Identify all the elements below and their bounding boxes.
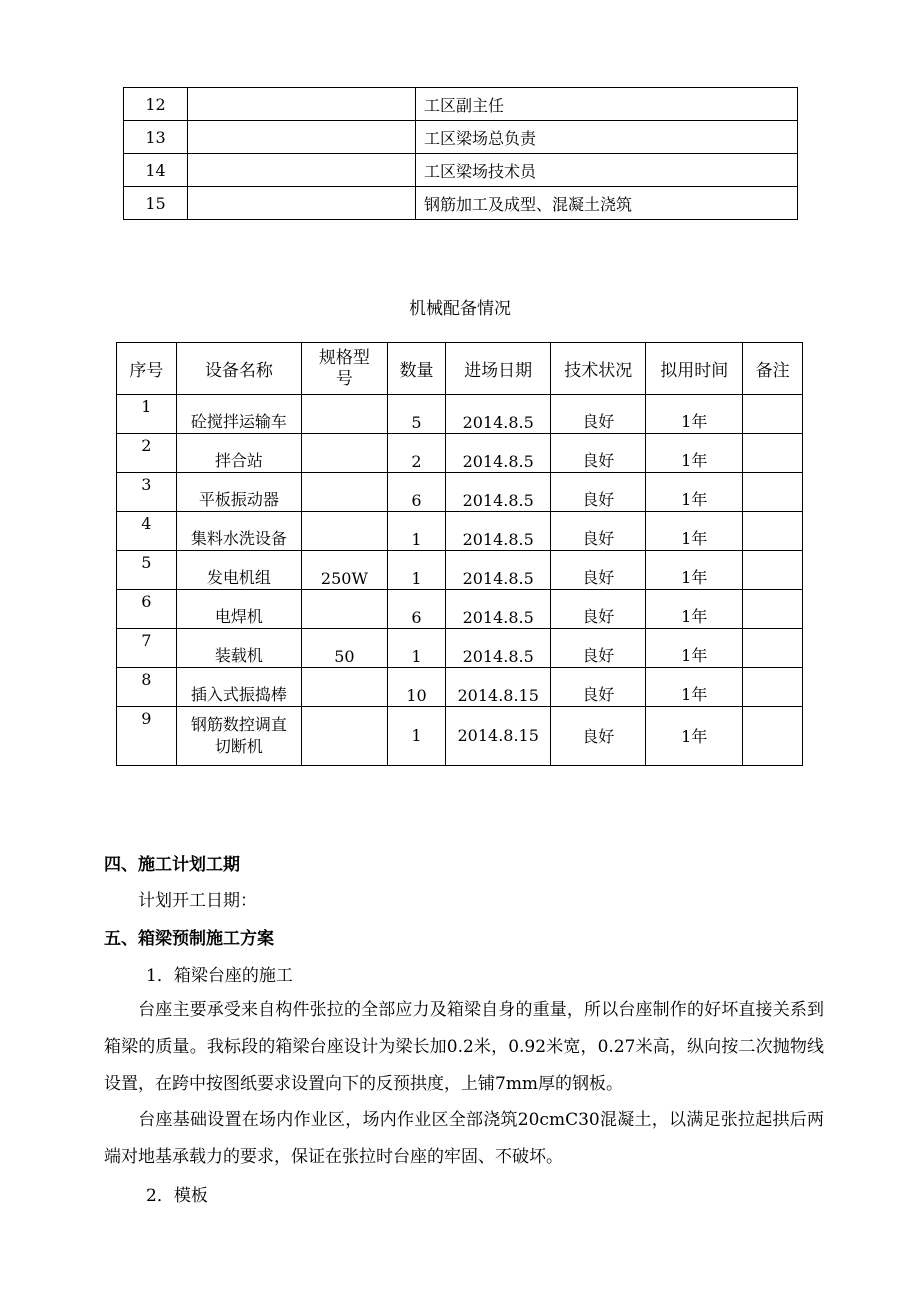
entry-date: 2014.8.5 (446, 551, 551, 590)
staff-name (188, 187, 416, 220)
row-number: 13 (124, 121, 188, 154)
equipment-quantity: 1 (387, 629, 445, 668)
equipment-quantity: 5 (387, 395, 445, 434)
table-row (117, 512, 803, 551)
column-header: 数量 (387, 343, 445, 395)
technical-status: 良好 (551, 668, 646, 707)
staff-duty: 工区副主任 (416, 88, 798, 121)
row-number: 14 (124, 154, 188, 187)
planned-duration: 1年 (646, 668, 743, 707)
table-row (117, 473, 803, 512)
table-row (117, 395, 803, 434)
entry-date: 2014.8.5 (446, 434, 551, 473)
equipment-name: 拌合站 (176, 434, 301, 473)
equipment-name: 发电机组 (176, 551, 301, 590)
equipment-table-title: 机械配备情况 (409, 299, 511, 319)
equipment-name: 装载机 (176, 629, 301, 668)
table-row (117, 551, 803, 590)
equipment-quantity: 1 (387, 707, 445, 766)
equipment-quantity: 6 (387, 590, 445, 629)
entry-date: 2014.8.15 (446, 707, 551, 766)
equipment-quantity: 10 (387, 668, 445, 707)
technical-status: 良好 (551, 473, 646, 512)
table-row (124, 88, 798, 121)
column-header: 进场日期 (446, 343, 551, 395)
row-number: 15 (124, 187, 188, 220)
technical-status: 良好 (551, 590, 646, 629)
equipment-name: 平板振动器 (176, 473, 301, 512)
row-number: 5 (117, 551, 177, 590)
row-number: 1 (117, 395, 177, 434)
technical-status: 良好 (551, 434, 646, 473)
planned-start-label: 计划开工日期： (138, 891, 257, 911)
technical-status: 良好 (551, 551, 646, 590)
row-number: 3 (117, 473, 177, 512)
table-row (117, 707, 803, 766)
remark (743, 707, 803, 766)
row-number: 4 (117, 512, 177, 551)
remark (743, 629, 803, 668)
remark (743, 434, 803, 473)
equipment-spec (301, 590, 387, 629)
remark (743, 395, 803, 434)
paragraph-2: 台座基础设置在场内作业区，场内作业区全部浇筑20cmC30混凝土，以满足张拉起拱后两端对地基承载力的要求，保证在张拉时台座的牢固、不破坏。 (104, 1110, 824, 1167)
planned-duration: 1年 (646, 434, 743, 473)
table-row (124, 187, 798, 220)
row-number: 8 (117, 668, 177, 707)
column-header: 设备名称 (176, 343, 301, 395)
planned-duration: 1年 (646, 473, 743, 512)
staff-name (188, 88, 416, 121)
equipment-spec: 250W (301, 551, 387, 590)
planned-duration: 1年 (646, 395, 743, 434)
table-row (124, 121, 798, 154)
equipment-name: 电焊机 (176, 590, 301, 629)
planned-duration: 1年 (646, 551, 743, 590)
equipment-spec (301, 512, 387, 551)
equipment-name: 插入式振捣棒 (176, 668, 301, 707)
subsection-1-title: 1．箱梁台座的施工 (146, 966, 293, 986)
equipment-name: 集料水洗设备 (176, 512, 301, 551)
equipment-quantity: 2 (387, 434, 445, 473)
table-row (117, 629, 803, 668)
paragraph-1: 台座主要承受来自构件张拉的全部应力及箱梁自身的重量，所以台座制作的好坏直接关系到箱梁的质量。我标段的箱梁台座设计为梁长加0.2米，0.92米宽，0.27米高，纵向按二次抛物线设置，在跨中按图纸要求设置向下的反预拱度，上铺7mm厚的钢板。 (104, 1000, 824, 1094)
table-row (117, 668, 803, 707)
remark (743, 551, 803, 590)
staff-duty: 钢筋加工及成型、混凝土浇筑 (416, 187, 798, 220)
equipment-spec (301, 434, 387, 473)
table-row (124, 154, 798, 187)
column-header: 备注 (743, 343, 803, 395)
subsection-2-title: 2．模板 (146, 1186, 208, 1206)
equipment-name: 钢筋数控调直切断机 (176, 707, 301, 766)
entry-date: 2014.8.5 (446, 629, 551, 668)
table-header-row (117, 343, 803, 395)
table-row (117, 590, 803, 629)
technical-status: 良好 (551, 707, 646, 766)
remark (743, 512, 803, 551)
column-header: 技术状况 (551, 343, 646, 395)
row-number: 9 (117, 707, 177, 766)
remark (743, 473, 803, 512)
remark (743, 668, 803, 707)
staff-duty: 工区梁场总负责 (416, 121, 798, 154)
equipment-quantity: 6 (387, 473, 445, 512)
equipment-spec (301, 473, 387, 512)
technical-status: 良好 (551, 629, 646, 668)
remark (743, 590, 803, 629)
row-number: 6 (117, 590, 177, 629)
entry-date: 2014.8.5 (446, 590, 551, 629)
entry-date: 2014.8.5 (446, 473, 551, 512)
column-header: 拟用时间 (646, 343, 743, 395)
equipment-name: 砼搅拌运输车 (176, 395, 301, 434)
equipment-spec: 50 (301, 629, 387, 668)
entry-date: 2014.8.15 (446, 668, 551, 707)
planned-duration: 1年 (646, 512, 743, 551)
equipment-spec (301, 395, 387, 434)
row-number: 12 (124, 88, 188, 121)
staff-duty: 工区梁场技术员 (416, 154, 798, 187)
technical-status: 良好 (551, 395, 646, 434)
row-number: 7 (117, 629, 177, 668)
column-header: 规格型号 (301, 343, 387, 395)
column-header: 序号 (117, 343, 177, 395)
planned-duration: 1年 (646, 629, 743, 668)
entry-date: 2014.8.5 (446, 512, 551, 551)
row-number: 2 (117, 434, 177, 473)
section4-heading: 四、施工计划工期 (104, 855, 240, 875)
staff-name (188, 154, 416, 187)
entry-date: 2014.8.5 (446, 395, 551, 434)
section5-heading: 五、箱梁预制施工方案 (104, 929, 274, 949)
equipment-spec (301, 707, 387, 766)
staff-table (123, 87, 798, 220)
planned-duration: 1年 (646, 590, 743, 629)
planned-duration: 1年 (646, 707, 743, 766)
equipment-spec (301, 668, 387, 707)
staff-name (188, 121, 416, 154)
equipment-table (116, 342, 803, 766)
technical-status: 良好 (551, 512, 646, 551)
equipment-quantity: 1 (387, 512, 445, 551)
equipment-quantity: 1 (387, 551, 445, 590)
table-row (117, 434, 803, 473)
